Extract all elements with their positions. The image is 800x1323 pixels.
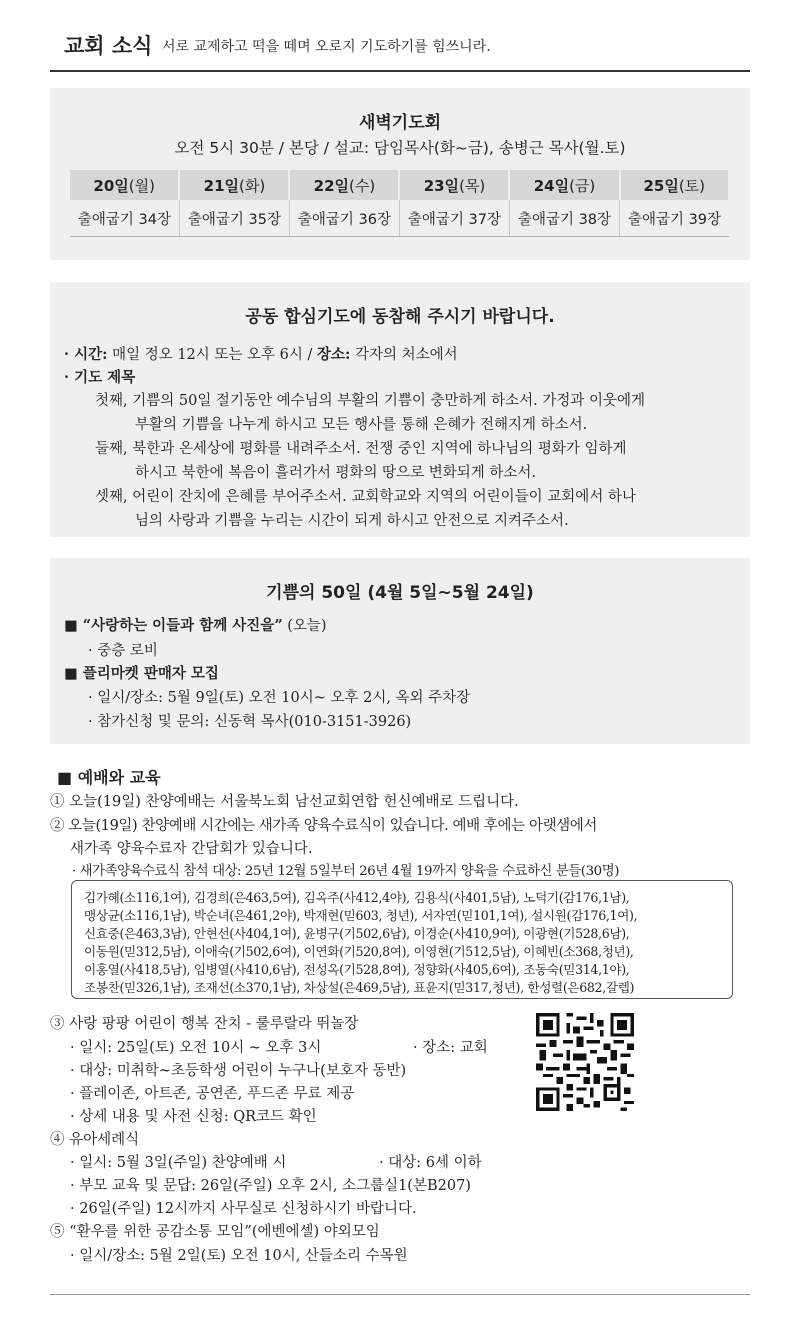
graduates-line: 맹상균(소116,1남), 박순녀(은461,2야), 박재현(믿603, 청년), 서자연(믿101,1여), 설시원(감176,1여), [84, 908, 638, 923]
schedule-book: 출애굽기 37장 [399, 200, 509, 237]
schedule-book: 출애굽기 38장 [509, 200, 619, 237]
graduates-line: 이동원(믿312,5남), 이애숙(기502,6여), 이연화(기520,8여), 이영현(기512,5남), 이혜빈(소368,청년), [84, 944, 634, 959]
page-header [50, 28, 750, 72]
schedule-book: 출애굽기 36장 [289, 200, 399, 237]
flea-market-time: · 일시/장소: 5월 9일(토) 오전 10시~ 오후 2시, 옥외 주차장 [88, 690, 471, 706]
dawn-prayer-info: 오전 5시 30분 / 본당 / 설교: 담임목사(화~금), 송병근 목사(월.토) [174, 139, 626, 157]
page-subtitle: 서로 교제하고 떡을 떼며 오로지 기도하기를 힘쓰니라. [162, 39, 491, 55]
graduation-target: · 새가족양육수료식 참석 대상: 25년 12월 5일부터 26년 4월 19까지 양육을 수료하신 분들(30명) [72, 864, 619, 879]
baptism-time: · 일시: 5월 3일(주일) 찬양예배 시 [70, 1155, 287, 1171]
schedule-day: 22일(수) [289, 170, 399, 200]
flea-market-title: ■ 플리마켓 판매자 모집 [64, 665, 219, 682]
photo-event: ■ “사랑하는 이들과 함께 사진을” (오늘) [64, 617, 327, 634]
prayer-topic: 첫째, 기쁨의 50일 절기동안 예수님의 부활의 기쁨이 충만하게 하소서. 가정과 이웃에게 [95, 393, 645, 409]
prayer-topic: 셋째, 어린이 잔치에 은혜를 부어주소서. 교회학교와 지역의 어린이들이 교회에서 하나 [95, 489, 636, 505]
baptism-target: · 대상: 6세 이하 [379, 1155, 482, 1171]
dawn-prayer-schedule [70, 170, 730, 237]
prayer-topics-label: · 기도 제목 [64, 369, 136, 386]
festival-place: · 장소: 교회 [413, 1040, 488, 1056]
baptism-parent-education: · 부모 교육 및 문답: 26일(주일) 오후 2시, 소그룹실1(본B207) [70, 1178, 471, 1194]
prayer-topic-cont: 하시고 북한에 복음이 흘러가서 평화의 땅으로 변화되게 하소서. [135, 465, 537, 481]
worship-title: ■ 예배와 교육 [57, 768, 161, 787]
dawn-prayer-title: 새벽기도회 [358, 113, 442, 133]
schedule-day: 21일(화) [179, 170, 289, 200]
schedule-day: 23일(목) [399, 170, 509, 200]
prayer-topic: 둘째, 북한과 온세상에 평화를 내려주소서. 전쟁 중인 지역에 하나님의 평화가 임하게 [95, 441, 627, 457]
graduates-line: 조봉찬(믿326,1남), 조재선(소370,1남), 차상설(은469,5남), 표윤지(믿317,청년), 한성렬(은682,갈렙) [84, 980, 635, 995]
schedule-book: 출애굽기 35장 [179, 200, 289, 237]
dawn-prayer-box [50, 88, 750, 260]
schedule-day: 20일(월) [70, 170, 179, 200]
photo-event-place: · 중층 로비 [88, 643, 158, 659]
joy50-title: 기쁨의 50일 (4월 5일~5월 24일) [266, 583, 534, 603]
worship-item-4: ④ 유아세례식 [50, 1132, 140, 1148]
festival-time: · 일시: 25일(토) 오전 10시 ~ 오후 3시 [70, 1040, 322, 1056]
worship-item-2: ② 오늘(19일) 찬양예배 시간에는 새가족 양육수료식이 있습니다. 예배 후에는 아랫샘에서 [50, 818, 597, 834]
qr-code-icon[interactable] [536, 1013, 634, 1111]
schedule-book: 출애굽기 34장 [70, 200, 179, 237]
joint-prayer-box [50, 282, 750, 537]
worship-item-5: ⑤ “환우를 위한 공감소통 모임”(에벤에셀) 야외모임 [50, 1224, 380, 1240]
graduates-line: 이홍열(사418,5남), 임병열(사410,6남), 전성옥(기528,8여), 정향화(사405,6여), 조동숙(믿314,1야), [84, 962, 630, 977]
festival-zones: · 플레이존, 아트존, 공연존, 푸드존 무료 제공 [70, 1086, 355, 1102]
prayer-topic-cont: 님의 사랑과 기쁨을 누리는 시간이 되게 하시고 안전으로 지켜주소서. [135, 513, 569, 529]
worship-item-3: ③ 사랑 팡팡 어린이 행복 잔치 - 룰루랄라 뛰놀장 [50, 1016, 359, 1032]
graduates-line: 김가혜(소116,1여), 김경희(은463,5여), 김옥주(사412,4야), 김용식(사401,5남), 노덕기(감176,1남), [84, 890, 630, 905]
prayer-topic-cont: 부활의 기쁨을 나누게 하시고 모든 행사를 통해 은혜가 전해지게 하소서. [135, 417, 588, 433]
joint-prayer-title: 공동 합심기도에 동참해 주시기 바랍니다. [245, 307, 555, 327]
page-title: 교회 소식 [64, 34, 153, 58]
flea-market-contact: · 참가신청 및 문의: 신동혁 목사(010-3151-3926) [88, 714, 412, 730]
worship-item-2-cont: 새가족 양육수료자 간담회가 있습니다. [70, 841, 313, 857]
schedule-day: 25일(토) [620, 170, 730, 200]
worship-item-1: ① 오늘(19일) 찬양예배는 서울북노회 남선교회연합 헌신예배로 드립니다. [50, 794, 519, 810]
schedule-day: 24일(금) [509, 170, 619, 200]
baptism-signup: · 26일(주일) 12시까지 사무실로 신청하시기 바랍니다. [70, 1201, 417, 1217]
joint-prayer-time: · 시간: 매일 정오 12시 또는 오후 6시 / 장소: 각자의 처소에서 [64, 346, 458, 363]
bottom-divider [50, 1294, 750, 1295]
festival-target: · 대상: 미취학~초등학생 어린이 누구나(보호자 동반) [70, 1063, 407, 1079]
schedule-book: 출애굽기 39장 [620, 200, 730, 237]
graduates-line: 신효중(은463,3남), 안현선(사404,1여), 윤병구(기502,6남), 이경순(사410,9여), 이광현(기528,6남), [84, 926, 630, 941]
joy50-box [50, 558, 750, 744]
festival-signup: · 상세 내용 및 사전 신청: QR코드 확인 [70, 1109, 317, 1125]
graduates-list [71, 880, 733, 999]
patient-gathering-time: · 일시/장소: 5월 2일(토) 오전 10시, 산들소리 수목원 [70, 1248, 408, 1264]
